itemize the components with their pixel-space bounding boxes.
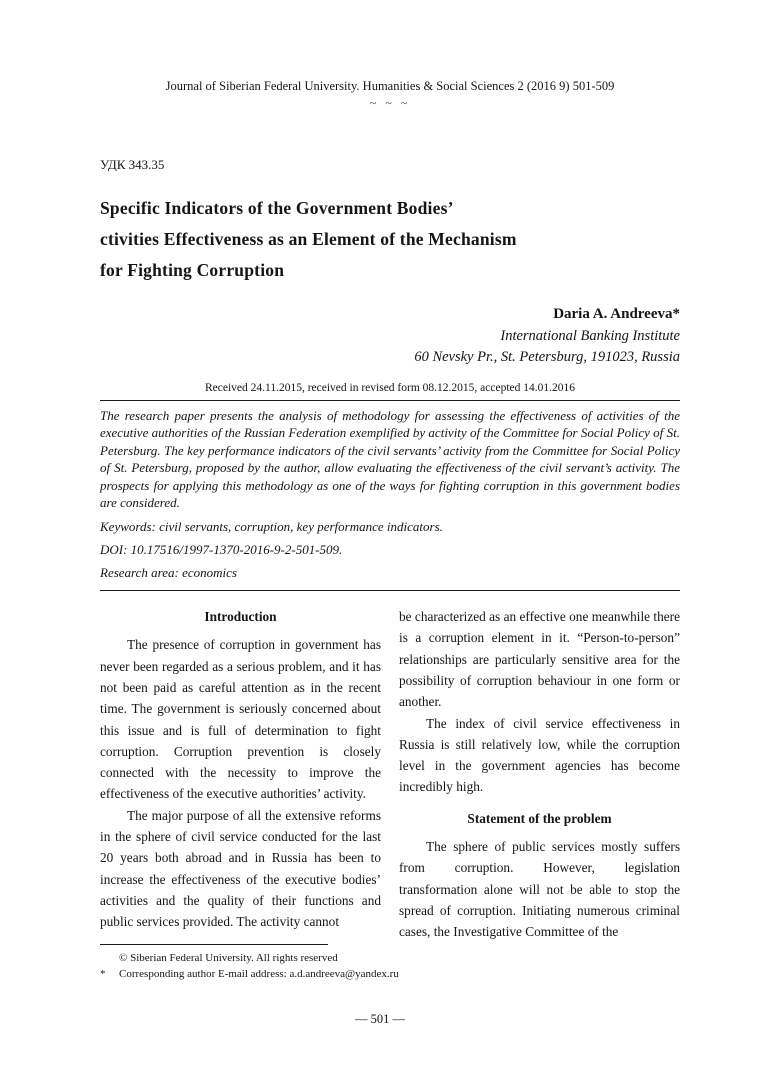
doi-line: DOI: 10.17516/1997-1370-2016-9-2-501-509. — [100, 542, 343, 558]
footnote-marker: * — [100, 968, 106, 980]
corresponding-author-note — [100, 966, 680, 982]
ornament-tildes: ~ ~ ~ — [369, 96, 411, 110]
udk-code: УДК 343.35 — [100, 157, 165, 172]
page-number: — 501 — — [355, 1012, 405, 1026]
paragraph: be characterized as an effective one meanwhile there is a corruption element in it. “Person-to-person” relationships are particularly sensitive area for the possibility of corruption behaviour in one form or another. — [399, 609, 680, 710]
received-dates: Received 24.11.2015, received in revised form 08.12.2015, accepted 14.01.2016 — [204, 381, 576, 394]
author-affiliation: International Banking Institute — [500, 327, 680, 344]
article-body — [100, 606, 680, 942]
article-title — [100, 193, 680, 286]
author-address: 60 Nevsky Pr., St. Petersburg, 191023, Russia — [414, 349, 680, 365]
right-column — [399, 606, 680, 942]
journal-header: Journal of Siberian Federal University. Humanities & Social Sciences 2 (2016 9) 501-509 — [165, 79, 615, 93]
section-heading-statement-of-problem: Statement of the problem — [467, 810, 612, 826]
article-title-line-3: for Fighting Corruption — [100, 260, 285, 280]
footnote-divider — [100, 944, 328, 945]
author-name: Daria A. Andreeva* — [553, 306, 680, 322]
paragraph: The sphere of public services mostly suffers from corruption. However, legislation transformation alone will not be able to stop the spread of corruption. Initiating numerous criminal cases, the Investigative Committee of the — [399, 839, 680, 940]
abstract-top-divider — [100, 400, 680, 401]
author-block — [100, 304, 680, 369]
abstract-text: The research paper presents the analysis of methodology for assessing the effectiveness of activities of the executive authorities of the Russian Federation exemplified by activity of the Committee for Social Policy of St. Petersburg. The key performance indicators of the civil servants’ activity from the Committee for Social Policy of St. Petersburg, proposed by the author, allow evaluating the effectiveness of the civil servant’s activity. The prospects for applying this methodology as one of the ways for fighting corruption in this government bodies are considered. — [100, 407, 680, 511]
section-heading-introduction: Introduction — [204, 609, 277, 625]
article-title-line-2: ctivities Effectiveness as an Element of the Mechanism — [100, 229, 517, 249]
paragraph: The presence of corruption in government has never been regarded as a serious problem, and it has not been paid as careful attention as in the recent time. The government is seriously concerned about this issue and is full of determination to fight corruption. Corruption prevention is closely connected with the necessity to improve the effectiveness of the executive authorities’ activity. — [100, 637, 381, 802]
footnote-area — [100, 944, 680, 982]
article-title-line-1: Specific Indicators of the Government Bodies’ — [100, 198, 454, 218]
keywords-line: Keywords: civil servants, corruption, key performance indicators. — [100, 519, 443, 535]
copyright-note: © Siberian Federal University. All rights reserved — [119, 952, 338, 964]
left-column — [100, 606, 381, 942]
paragraph: The major purpose of all the extensive reforms in the sphere of civil service conducted for the last 20 years both abroad and in Russia has been to increase the effectiveness of the executive bodies’ activities and the quality of their functions and public services provided. The activity cannot — [100, 807, 381, 930]
corresponding-author-text: Corresponding author E-mail address: a.d.andreeva@yandex.ru — [119, 968, 399, 980]
research-area-line: Research area: economics — [100, 565, 237, 581]
paragraph: The index of civil service effectiveness in Russia is still relatively low, while the corruption level in the government agencies has become incredibly high. — [399, 715, 680, 795]
abstract-bottom-divider — [100, 590, 680, 591]
